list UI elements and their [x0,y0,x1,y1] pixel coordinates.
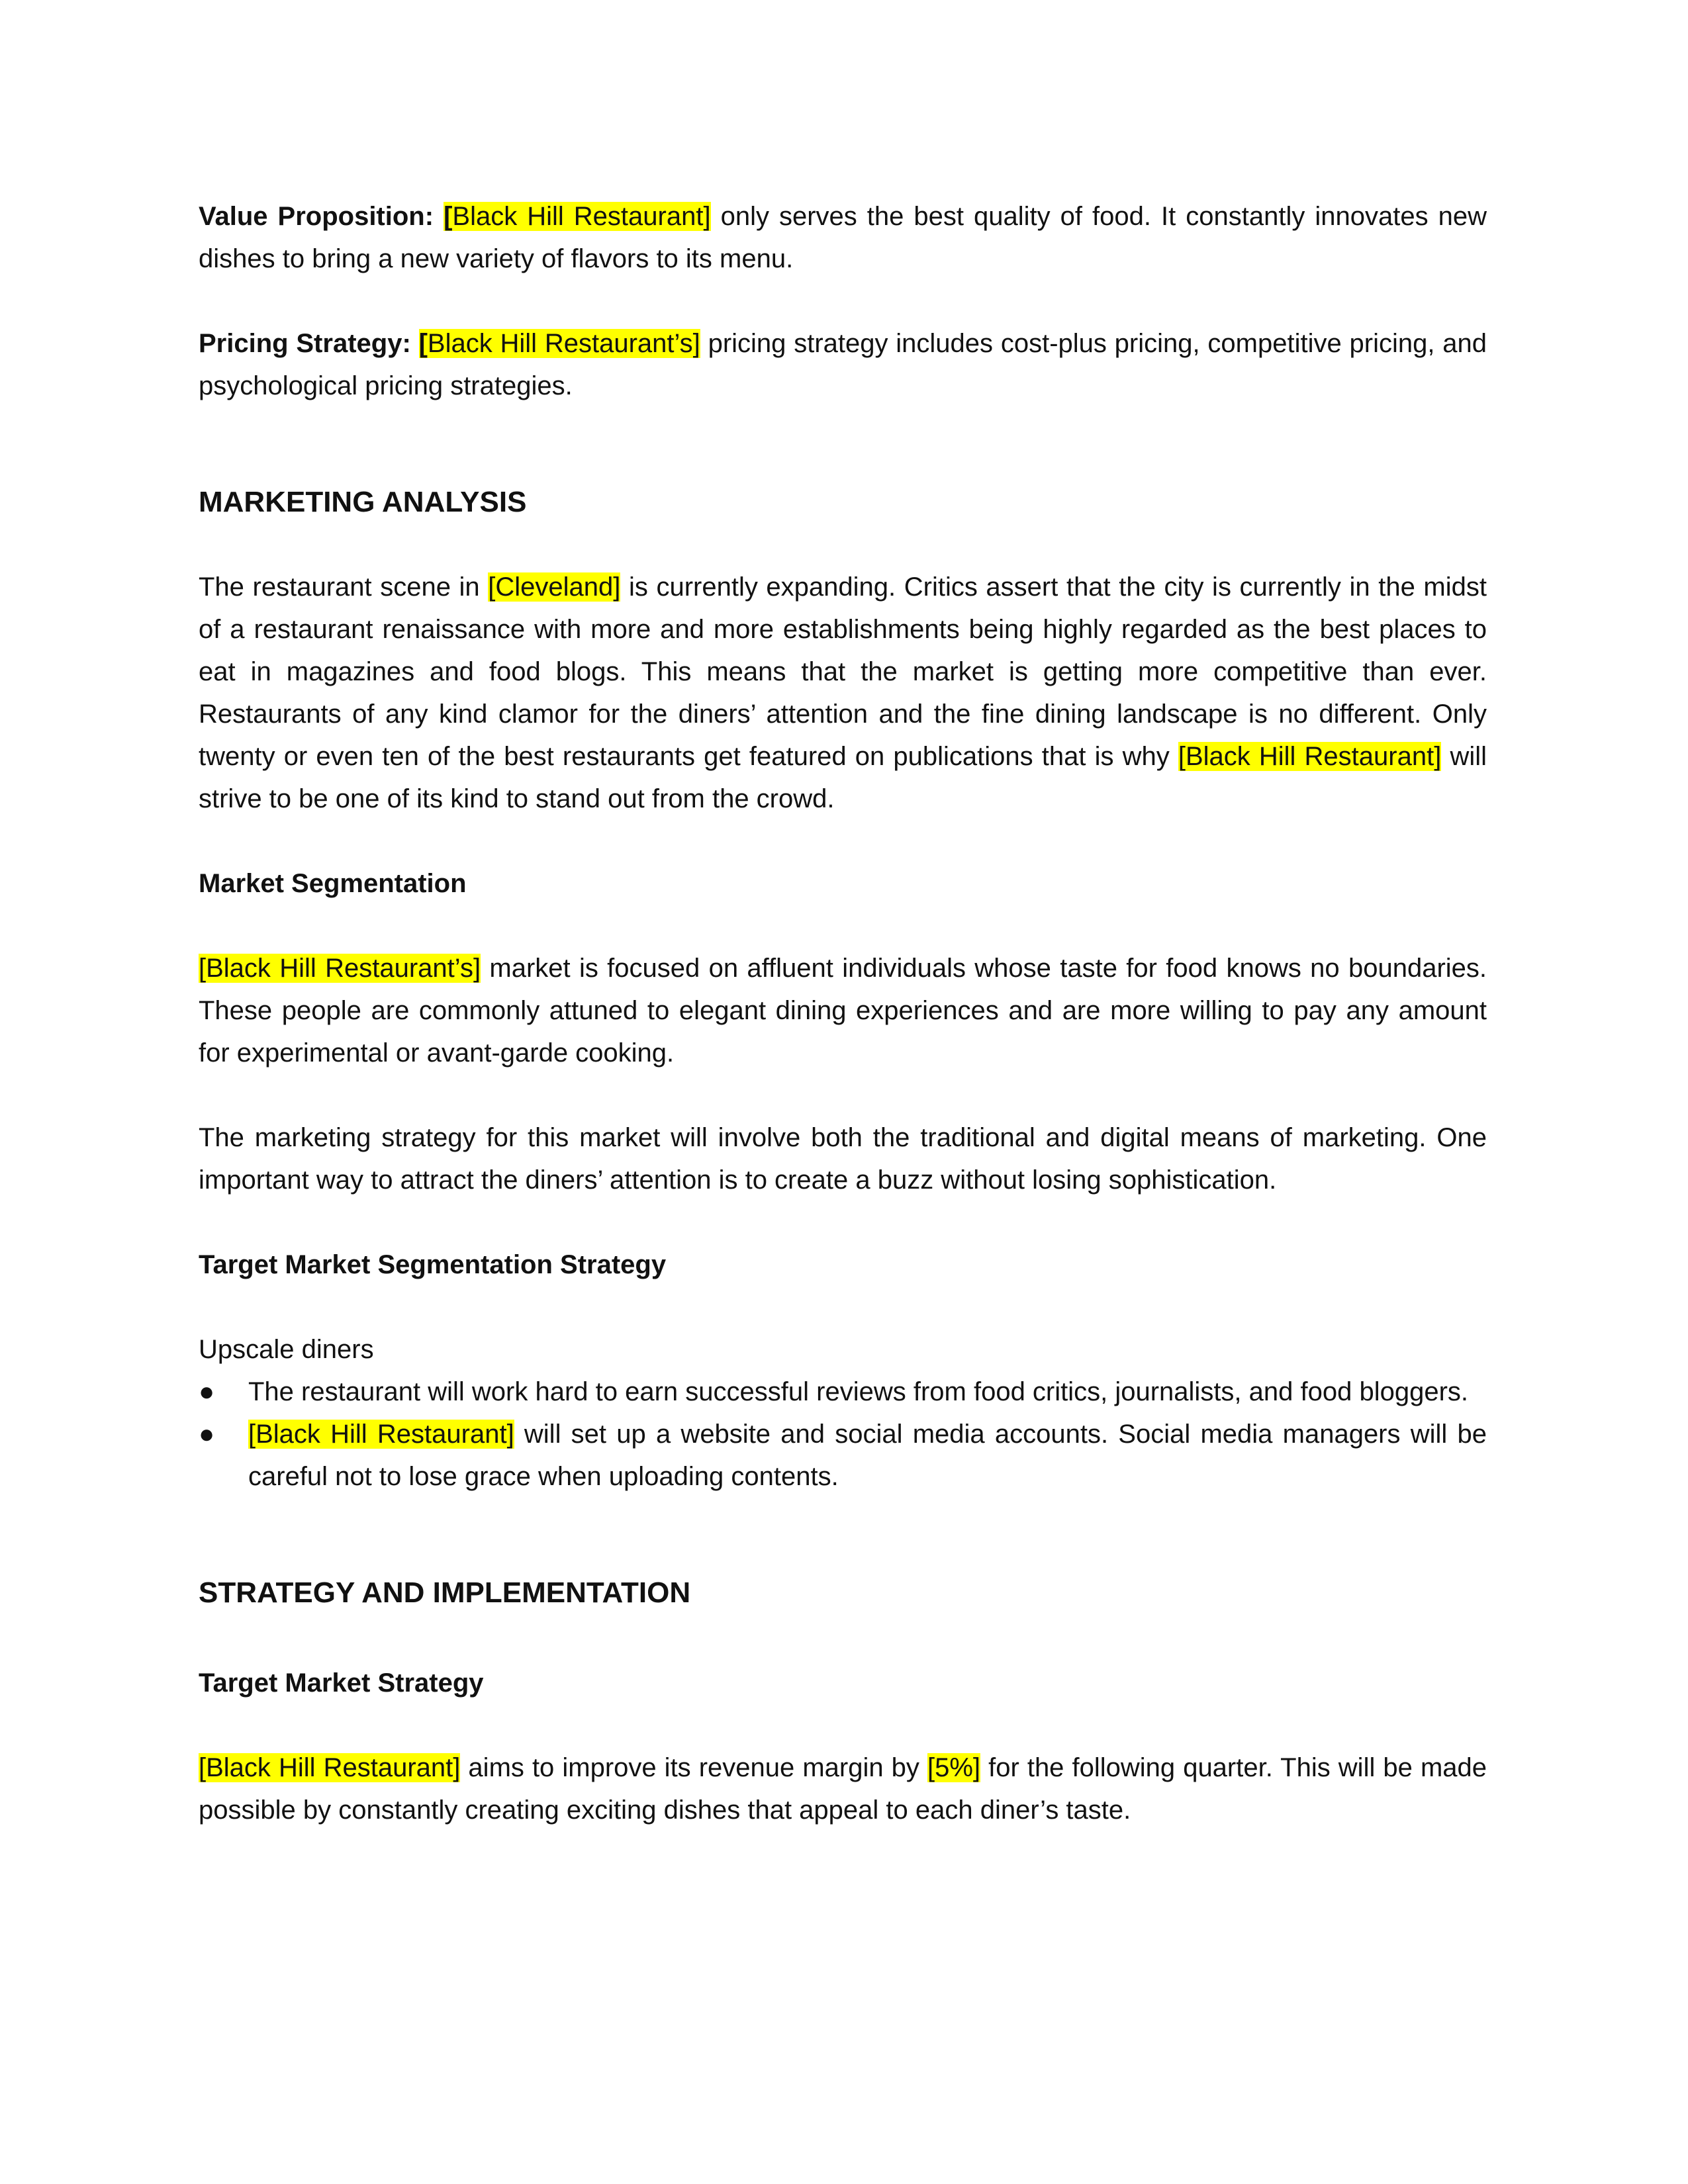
marketing-analysis-text-c: will strive to be one of its kind to stand out from the crowd. [199,742,1487,813]
segment-bullet-list [199,1371,1487,1498]
list-item [199,1413,1487,1498]
marketing-analysis-heading: MARKETING ANALYSIS [199,486,527,518]
value-proposition-company-highlight [444,202,711,231]
marketing-analysis-company-highlight: [Black Hill Restaurant] [1178,742,1442,771]
strategy-company-highlight: [Black Hill Restaurant] [199,1753,461,1782]
market-segmentation-text: market is focused on affluent individuals whose taste for food knows no boundaries. These people are commonly attuned to elegant dining experiences and are more willing to pay any amount for experimental or avant-garde cooking. [199,954,1487,1068]
pricing-strategy-text: pricing strategy includes cost-plus pricing, competitive pricing, and psychological pricing strategies. [199,329,1487,400]
segment-label: Upscale diners [199,1335,374,1364]
market-segmentation-paragraph-2: The marketing strategy for this market will involve both the traditional and digital means of marketing. One important way to attract the diners’ attention is to create a buzz without losing sophistication. [199,1123,1487,1195]
target-segmentation-heading: Target Market Segmentation Strategy [199,1250,667,1279]
bullet-1-text: The restaurant will work hard to earn successful reviews from food critics, journalists, and food bloggers. [248,1377,1469,1406]
strategy-text-b: for the following quarter. This will be made possible by constantly creating exciting dishes that appeal to each diner’s taste. [199,1753,1487,1825]
target-market-strategy-heading: Target Market Strategy [199,1668,484,1698]
market-segmentation-heading: Market Segmentation [199,869,467,898]
list-item [199,1371,1487,1413]
marketing-analysis-text-b: is currently expanding. Critics assert that the city is currently in the midst of a restaurant renaissance with more and more establishments being highly regarded as the best places to eat in magazines and food blogs. This means that the market is getting more competitive than ever. Restaurants of any kind clamor for the diners’ attention and the fine dining landscape is no different. Only twenty or even ten of the best restaurants get featured on publications that is why [199,572,1487,771]
value-proposition-company: Black Hill Restaurant] [452,202,711,231]
pricing-strategy-bracket: [ [418,329,428,358]
pricing-strategy-company: Black Hill Restaurant’s] [427,329,700,358]
strategy-heading: STRATEGY AND IMPLEMENTATION [199,1576,691,1609]
strategy-paragraph [199,1747,1487,1831]
city-highlight: [Cleveland] [488,572,621,602]
bullet-icon: ● [199,1377,215,1406]
pricing-strategy-label: Pricing Strategy: [199,329,419,358]
value-proposition-label: Value Proposition: [199,202,444,231]
pricing-strategy-company-highlight [419,329,700,358]
value-proposition-paragraph [199,195,1487,280]
market-segmentation-paragraph-1 [199,947,1487,1074]
bullet-2-company-highlight: [Black Hill Restaurant] [248,1420,514,1449]
value-proposition-text: only serves the best quality of food. It constantly innovates new dishes to bring a new variety of flavors to its menu. [199,202,1487,273]
market-segmentation-company-highlight: [Black Hill Restaurant’s] [199,954,481,983]
value-proposition-bracket: [ [444,202,453,231]
strategy-text-a: aims to improve its revenue margin by [460,1753,927,1782]
percent-highlight: [5%] [927,1753,981,1782]
pricing-strategy-paragraph [199,322,1487,407]
marketing-analysis-text-a: The restaurant scene in [199,572,489,602]
bullet-2-text: will set up a website and social media accounts. Social media managers will be careful not to lose grace when uploading contents. [248,1420,1487,1491]
marketing-analysis-paragraph [199,566,1487,820]
bullet-icon: ● [199,1420,215,1449]
document-page [199,195,1487,1831]
